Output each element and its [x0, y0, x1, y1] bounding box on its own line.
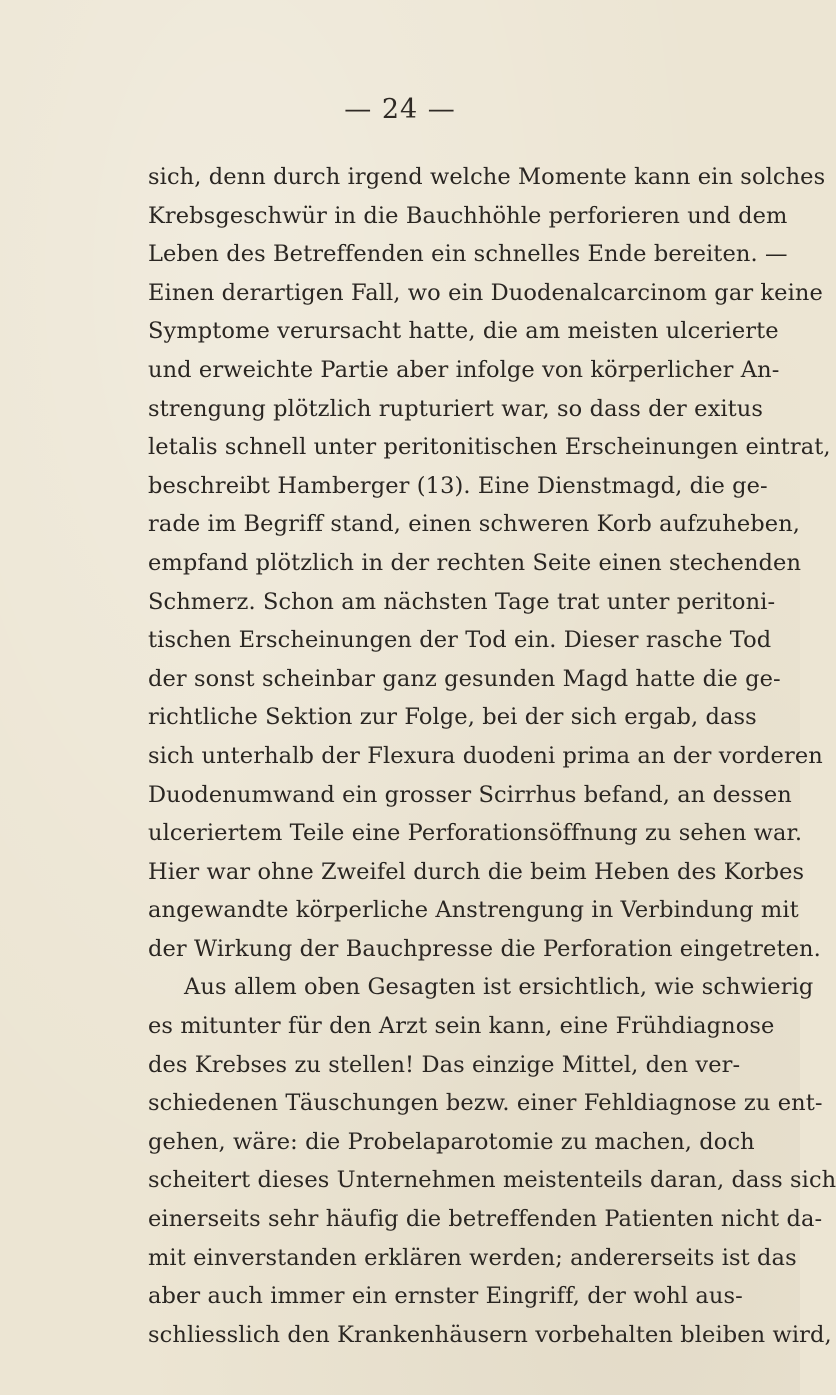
text-line: richtliche Sektion zur Folge, bei der sich ergab, dass	[148, 704, 757, 731]
text-line: der sonst scheinbar ganz gesunden Magd hatte die ge-	[148, 665, 781, 692]
text-line: Duodenumwand ein grosser Scirrhus befand, an dessen	[148, 781, 792, 808]
text-line: Krebsgeschwür in die Bauchhöhle perforieren und dem	[148, 202, 788, 229]
text-line: empfand plötzlich in der rechten Seite einen stechenden	[148, 549, 802, 576]
body-text	[148, 158, 836, 1354]
text-line: ulceriertem Teile eine Perforationsöffnung zu sehen war.	[148, 820, 803, 847]
text-line: sich, denn durch irgend welche Momente kann ein solches	[148, 164, 826, 190]
text-line: schiedenen Täuschungen bezw. einer Fehldiagnose zu ent-	[148, 1090, 823, 1117]
text-line: rade im Begriff stand, einen schweren Korb aufzuheben,	[148, 511, 801, 538]
text-line: Schmerz. Schon am nächsten Tage trat unter peritoni-	[148, 588, 776, 615]
text-line: Einen derartigen Fall, wo ein Duodenalcarcinom gar keine	[148, 279, 823, 306]
text-line: angewandte körperliche Anstrengung in Verbindung mit	[148, 897, 799, 924]
text-line: Hier war ohne Zweifel durch die beim Heben des Korbes	[148, 858, 805, 885]
text-line: Leben des Betreffenden ein schnelles Ende bereiten. —	[148, 241, 788, 268]
text-line: sich unterhalb der Flexura duodeni prima an der vorderen	[148, 742, 823, 769]
text-line: strengung plötzlich rupturiert war, so dass der exitus	[148, 395, 764, 422]
text-line: des Krebses zu stellen! Das einzige Mittel, den ver-	[148, 1051, 741, 1078]
text-line: letalis schnell unter peritonitischen Erscheinungen eintrat,	[148, 434, 831, 461]
text-line: tischen Erscheinungen der Tod ein. Dieser rasche Tod	[148, 627, 772, 654]
text-line: mit einverstanden erklären werden; andererseits ist das	[148, 1244, 797, 1271]
text-line: scheitert dieses Unternehmen meistenteils daran, dass sich	[148, 1167, 836, 1194]
text-line: aber auch immer ein ernster Eingriff, der wohl aus-	[148, 1283, 743, 1310]
text-line-paragraph-start: Aus allem oben Gesagten ist ersichtlich, wie schwierig	[184, 974, 814, 1001]
text-line: der Wirkung der Bauchpresse die Perforation eingetreten.	[148, 935, 821, 962]
text-line: und erweichte Partie aber infolge von körperlicher An-	[148, 356, 780, 383]
text-line: es mitunter für den Arzt sein kann, eine Frühdiagnose	[148, 1013, 775, 1040]
text-line: einerseits sehr häufig die betreffenden Patienten nicht da-	[148, 1206, 823, 1233]
text-line: schliesslich den Krankenhäusern vorbehalten bleiben wird,	[148, 1321, 832, 1348]
page-number: — 24 —	[344, 94, 456, 125]
text-line: gehen, wäre: die Probelaparotomie zu machen, doch	[148, 1128, 755, 1155]
text-line: Symptome verursacht hatte, die am meisten ulcerierte	[148, 318, 779, 345]
text-line: beschreibt Hamberger (13). Eine Dienstmagd, die ge-	[148, 472, 768, 499]
